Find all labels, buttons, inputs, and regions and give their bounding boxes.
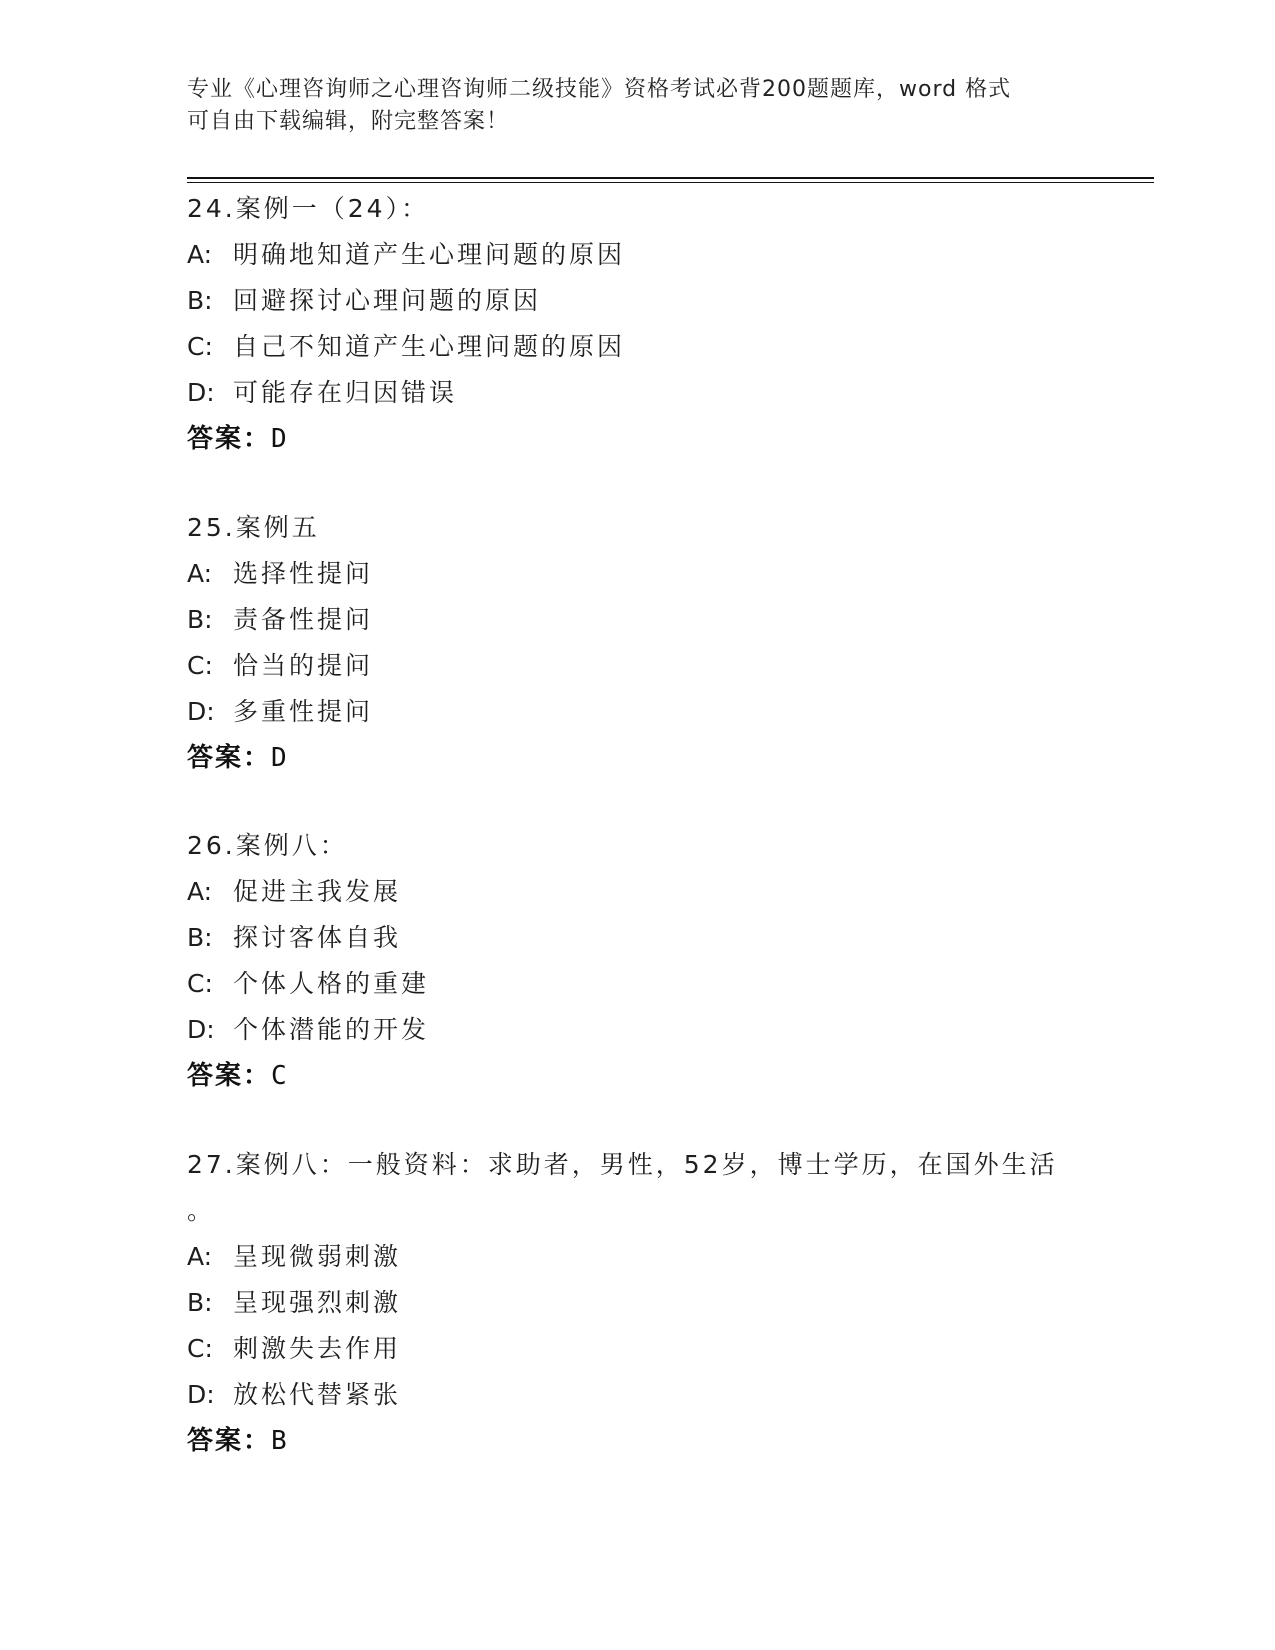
option-text: 恰当的提问 [233, 651, 374, 680]
option-d [187, 370, 1087, 416]
option-key: B: [187, 1288, 213, 1317]
option-key: C: [187, 651, 213, 680]
option-key: A: [187, 877, 213, 906]
question-title: 27.案例八：一般资料：求助者，男性，52岁，博士学历，在国外生活 [187, 1150, 1058, 1179]
option-c [187, 961, 1087, 1007]
question-26 [187, 823, 1087, 1099]
option-key: B: [187, 923, 213, 952]
option-text: 促进主我发展 [233, 877, 402, 906]
option-a [187, 232, 1087, 278]
option-b [187, 597, 1087, 643]
option-b [187, 1280, 1087, 1326]
option-a [187, 551, 1087, 597]
option-b [187, 915, 1087, 961]
option-c [187, 643, 1087, 689]
option-key: C: [187, 969, 213, 998]
answer-label: 答案： [187, 424, 272, 454]
option-text: 可能存在归因错误 [233, 378, 458, 407]
option-key: C: [187, 1334, 213, 1363]
option-a [187, 1234, 1087, 1280]
header-divider-thick [187, 177, 1154, 179]
question-25 [187, 505, 1087, 781]
answer-line [187, 1418, 1087, 1464]
option-text: 探讨客体自我 [233, 923, 402, 952]
option-key: D: [187, 1380, 215, 1409]
answer-value: D [271, 743, 287, 773]
option-text: 放松代替紧张 [233, 1380, 402, 1409]
header-title-line: 专业《心理咨询师之心理咨询师二级技能》资格考试必背200题题库，word 格式 [187, 77, 1012, 102]
option-text: 明确地知道产生心理问题的原因 [233, 240, 626, 269]
option-text: 呈现微弱刺激 [233, 1242, 402, 1271]
document-header [187, 74, 1087, 138]
option-text: 责备性提问 [233, 605, 374, 634]
question-title-continuation: 。 [187, 1196, 213, 1225]
question-24 [187, 186, 1087, 462]
option-key: A: [187, 240, 213, 269]
option-b [187, 278, 1087, 324]
option-d [187, 689, 1087, 735]
option-key: C: [187, 332, 213, 361]
option-d [187, 1372, 1087, 1418]
answer-line [187, 1053, 1087, 1099]
option-text: 呈现强烈刺激 [233, 1288, 402, 1317]
header-divider-thin [187, 182, 1154, 183]
option-d [187, 1007, 1087, 1053]
option-c [187, 1326, 1087, 1372]
option-text: 个体人格的重建 [233, 969, 430, 998]
option-text: 回避探讨心理问题的原因 [233, 286, 542, 315]
option-text: 个体潜能的开发 [233, 1015, 430, 1044]
option-text: 刺激失去作用 [233, 1334, 402, 1363]
option-key: A: [187, 559, 213, 588]
option-key: D: [187, 378, 215, 407]
answer-value: C [271, 1061, 287, 1091]
question-27 [187, 1142, 1087, 1464]
option-c [187, 324, 1087, 370]
question-title: 26.案例八： [187, 831, 348, 860]
option-key: B: [187, 286, 213, 315]
header-subtitle-line: 可自由下载编辑，附完整答案！ [187, 109, 510, 134]
answer-label: 答案： [187, 1426, 272, 1456]
answer-label: 答案： [187, 1061, 272, 1091]
option-text: 多重性提问 [233, 697, 374, 726]
option-text: 自己不知道产生心理问题的原因 [233, 332, 626, 361]
question-title: 24.案例一（24）： [187, 194, 430, 223]
answer-value: D [271, 424, 287, 454]
option-key: A: [187, 1242, 213, 1271]
answer-line [187, 735, 1087, 781]
option-text: 选择性提问 [233, 559, 374, 588]
option-a [187, 869, 1087, 915]
answer-label: 答案： [187, 743, 272, 773]
answer-value: B [271, 1426, 287, 1456]
answer-line [187, 416, 1087, 462]
option-key: B: [187, 605, 213, 634]
question-title: 25.案例五 [187, 513, 320, 542]
option-key: D: [187, 697, 215, 726]
option-key: D: [187, 1015, 215, 1044]
